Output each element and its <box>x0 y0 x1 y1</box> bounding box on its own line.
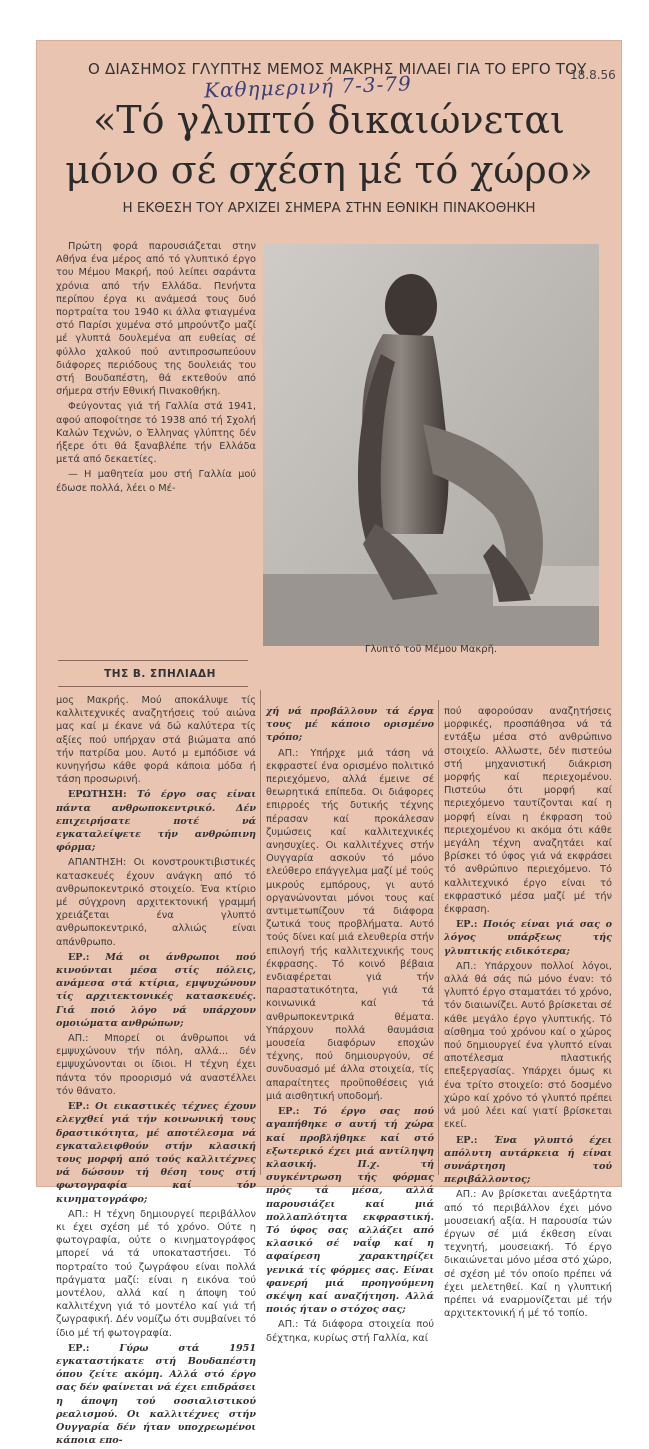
question-label: ΕΡ.: <box>68 1101 90 1113</box>
question-label: ΕΡ.: <box>68 951 90 963</box>
question-text: Τό έργο σας είναι πάντα ανθρωποκεντρικό. Δέν επιχειρήσατε ποτέ νά εγκαταλείψετε τήν ανθρώπινη φόρμα; <box>56 789 256 854</box>
question-text: Ένα γλυπτό έχει απόλυτη αυτάρκεια ή είναι συνάρτηση τού περιβάλλοντος; <box>444 1134 613 1186</box>
sculpture-photo <box>263 244 599 646</box>
kicker-line: Ο ΔΙΑΣΗΜΟΣ ΓΛΥΠΤΗΣ ΜΕΜΟΣ ΜΑΚΡΗΣ ΜΙΛΑΕΙ ΓΙΑ ΤΟ ΕΡΓΟ ΤΟΥ <box>88 60 587 78</box>
question <box>56 1100 256 1206</box>
question <box>56 788 256 854</box>
sculpture-image <box>263 244 599 646</box>
question-text: Γύρω στά 1951 εγκαταστήκατε στή Βουδαπέστη όπου ζείτε ακόμη. Αλλά στό έργο σας δέν φαίνεται νά έχει επιδράσει η άποψη τού σοσιαλιστικού ρεαλισμού. Οι καλλιτέχνες στήν Ουγγαρία δέν ήταν υποχρεωμένοι κάποια επο- <box>56 1342 256 1447</box>
column-2 <box>266 705 434 1347</box>
question <box>266 1105 434 1316</box>
column-divider <box>260 690 261 1175</box>
answer: ΑΠΑΝΤΗΣΗ: Οι κονστρουκτιβιστικές κατασκευές έχουν ανάγκη από τό ανθρωποκεντρικό στοιχείο. Ένα κτίριο μέ σύγχρονη αρχιτεκτονική γραμμή χρειάζεται ένα γλυπτό ανθρωποκεντρικό, αλλιώς είναι απάνθρωπο. <box>56 857 256 948</box>
question-continued: χή νά προβάλλουν τά έργα τους μέ κάποιο ορισμένο τρόπο; <box>266 706 434 744</box>
column-divider <box>438 700 439 1175</box>
question-label: ΕΡΩΤΗΣΗ: <box>68 789 127 801</box>
handwritten-date-note: Καθημερινή 7-3-79 <box>203 71 413 103</box>
answer: ΑΠ.: Η τέχνη δημιουργεί περιβάλλον κι έχει σχέση μέ τό χρόνο. Ούτε η φωτογραφία, ούτε ο κινηματογράφος μπορεί νά τά υποκαταστήσει. Τό πορτραίτο τού ζωγράφου είναι πολλά πράγματα μαζί: είναι η εικόνα τού μοντέλου, αλλά καί η άποψη τού καλλιτέχνη γιά τό μοντέλο καί γιά τή ζωγραφική. Δέν νομίζω ότι συμβαίνει τό ίδιο μέ τή φωτογραφία. <box>56 1208 256 1339</box>
question-text: Τό έργο σας πού αγαπήθηκε σ αυτή τή χώρα καί προβλήθηκε καί στό εξωτερικό έχει μιά αντίληψη κλασική. Π.χ. τή συγκέντρωση τής φόρμας πρός τά μέσα, αλλά παρουσιάζει καί μιά πολλαπλότητα εκφραστική. Τό ύφος σας αλλάζει από κλασικό σέ ναΐφ καί η αφαίρεση χαρακτηρίζει γενικά τίς φόρμες σας. Είναι φανερή μιά προηγούμενη σκέψη καί αναζήτηση. Αλλά ποιός ήταν ο στόχος σας; <box>266 1106 434 1316</box>
headline-line-2: μόνο σέ σχέση μέ τό χώρο» <box>65 148 593 192</box>
answer: ΑΠ.: Υπάρχουν πολλοί λόγοι, αλλά θά σάς πώ μόνο έναν: τό γλυπτό έργο σταματάει τό χρόνο, τόν διαιωνίζει. Αυτό βρίσκεται σέ κάθε μεγάλο έργο γλυπτικής. Τό αίσθημα τού χρόνου καί ο χώρος πού δημιουργεί ένα γλυπτό είναι αποτέλεσμα πλαστικής επεξεργασίας. Υπάρχει όμως κι ένα τρίτο στοιχείο: στό δοσμένο χώρο καί χρόνο τό γλυπτό πρέπει νά μού λέει καί γιατί βρίσκεται εκεί. <box>444 960 612 1131</box>
question <box>444 918 612 958</box>
intro-column <box>56 240 256 497</box>
question <box>56 951 256 1030</box>
question <box>444 1134 612 1187</box>
answer: ΑΠ.: Υπήρχε μιά τάση νά εκφραστεί ένα ορισμένο πολιτικό περιεχόμενο, αλλά έμεινε σέ θεωρητικά επίπεδα. Οι διάφορες επιρροές τής δυτικής τέχνης πέρασαν καί προκάλεσαν ζυμώσεις καί καλλιτεχνικές ανησυχίες. Οι καλλιτέχνες στήν Ουγγαρία ασκούν τό μόνο ελεύθερο επάγγελμα μαζί μέ τούς μικρούς εμπόρους, γι αυτό οργανώνονται μόνοι τους καί αντιμετωπίζουν τά διάφορα ζωτικά τους προβλήματα. Αυτό τούς δίνει καί μιά ελευθερία στήν επιλογή τής καλλιτεχνικής τους έκφρασης. Τό κοινό βέβαια ενδιαφέρεται γιά τήν παραστατικότητα, γιά τά κοινωνικά καί τά ανθρωποκεντρικά θέματα. Υπάρχουν πολλά θαυμάσια μουσεία διαφόρων εποχών τέχνης, πού δημιουργούν, σέ συνδυασμό μέ άλλα στοιχεία, τίς απαραίτητες προϋποθέσεις γιά μιά αισθητική υποδομή. <box>266 747 434 1102</box>
reference-number: 18.8.56 <box>570 68 616 82</box>
column-1 <box>56 694 256 1449</box>
answer: ΑΠ.: Μπορεί οι άνθρωποι νά εμψυχώνουν τήν πόλη, αλλά... δέν εμψυχώνονται οι ίδιοι. Η τέχνη έχει πάντα τόν προορισμό νά αναστέλλει τόν θάνατο. <box>56 1033 256 1097</box>
byline-rule-top <box>58 660 248 661</box>
question-label: ΕΡ.: <box>456 919 478 931</box>
answer: ΑΠ.: Τά διάφορα στοιχεία πού δέχτηκα, κυρίως στή Γαλλία, καί <box>266 1319 434 1344</box>
byline-rule-bottom <box>58 686 248 687</box>
question-label: ΕΡ.: <box>68 1342 90 1354</box>
question-text: Ποιός είναι γιά σας ο λόγος υπάρξεως τής γλυπτικής ειδικότερα; <box>444 919 612 957</box>
intro-paragraph: — Η μαθητεία μου στή Γαλλία μού έδωσε πολλά, λέει ο Μέ- <box>56 469 256 494</box>
column-3 <box>444 705 612 1322</box>
paragraph: πού αφορούσαν αναζητήσεις μορφικές, προσπάθησα νά τά εντάξω μέσα στό ανθρώπινο στοιχείο. Αλλωστε, δέν πιστεύω στή μηχανιστική διάκριση μορφής καί περιεχομένου. Πιστεύω ότι μορφή καί περιεχόμενο ταυτίζονται καί η μορφή είναι η έκφραση τού περιεχομένου κι ακόμα ότι κάθε μεγάλη τέχνη αναζητάει καί βρίσκει τό ύφος γιά νά εκφράσει τό ανθρώπινο περιεχόμενο. Τό καλλιτεχνικό έργο είναι τό εκφραστικό μέσα μαζί μέ τήν έκφραση. <box>444 706 612 916</box>
photo-caption: Γλυπτό τοῦ Μέμου Μακρῆ. <box>364 644 498 655</box>
answer: ΑΠ.: Αν βρίσκεται ανεξάρτητα από τό περιβάλλον έχει μόνο μουσειακή αξία. Η παρουσία τών έργων σέ μιά έκθεση είναι τεχνητή, μουσειακή. Τό έργο δικαιώνεται μόνο μέσα στό χώρο, σέ σχέση μέ τόν οποίο πρέπει νά έχει μελετηθεί. Καί η γλυπτική πρέπει νά εναρμονίζεται μέ τήν αρχιτεκτονική ή μέ τό τοπίο. <box>444 1189 612 1320</box>
question-label: ΕΡ.: <box>456 1134 478 1146</box>
question <box>56 1342 256 1448</box>
intro-paragraph: Φεύγοντας γιά τή Γαλλία στά 1941, αφού αποφοίτησε τό 1938 από τή Σχολή Καλών Τεχνών, ο Έλληνας γλύπτης δέν ήξερε ότι θά ξαναβλέπε τήν Ελλάδα μετά από δεκαετίες. <box>56 401 256 466</box>
byline: ΤΗΣ Β. ΣΠΗΛΙΑΔΗ <box>104 668 216 680</box>
question-label: ΕΡ.: <box>278 1106 300 1118</box>
headline-line-1: «Τό γλυπτό δικαιώνεται <box>93 98 565 142</box>
newspaper-clipping <box>36 40 622 1447</box>
intro-paragraph: Πρώτη φορά παρουσιάζεται στην Αθήνα ένα μέρος από τό γλυπτικό έργο του Μέμου Μακρή, πού λείπει σαράντα χρόνια από τήν Ελλάδα. Πενήντα περίπου έργα κι ανάμεσά τους δυό πορτραίτα του 1940 κι άλλα φτιαγμένα στό Παρίσι χυμένα στό μπρούντζο μαζί μέ γλυπτά δουλεμένα απ ευθείας σέ φύλλο χαλκού πού αντιπροσωπεύουν διάφορες περιόδους της δουλειάς του στή Βουδαπέστη, θά εκτεθούν από σήμερα στήν Εθνική Πινακοθήκη. <box>56 241 256 398</box>
subheadline: Η ΕΚΘΕΣΗ ΤΟΥ ΑΡΧΙΖΕΙ ΣΗΜΕΡΑ ΣΤΗΝ ΕΘΝΙΚΗ ΠΙΝΑΚΟΘΗΚΗ <box>122 200 536 216</box>
paragraph: μος Μακρής. Μού αποκάλυψε τίς καλλιτεχνικές αναζητήσεις τού αιώνα μας καί μ έκανε νά δώ καλύτερα τίς αξίες πού υπήρχαν στά βιώματα από τήν πατρίδα μου. Αυτό μ εμπόδισε νά κυνηγήσω κάθε φορά κάποια μόδα ή τάση προσωρινή. <box>56 695 256 786</box>
question-text: Μά οι άνθρωποι πού κινούνται μέσα στίς πόλεις, ανάμεσα στά κτίρια, εμψυχώνουν τίς αρχιτεκτονικές κατασκευές. Γιά ποιό λόγο νά υπάρχουν ομοιώματα ανθρώπων; <box>56 951 256 1029</box>
question-text: Οι εικαστικές τέχνες έχουν ελεγχθεί γιά τήν κοινωνική τους δραστικότητα, μέ αποτέλεσμα νά εγκαταλειφθούν στήν κλασική τους μορφή από τούς καλλιτέχνες νά δώσουν τή θέση τους στή φωτογραφία καί τόν κινηματογράφο; <box>56 1101 257 1205</box>
